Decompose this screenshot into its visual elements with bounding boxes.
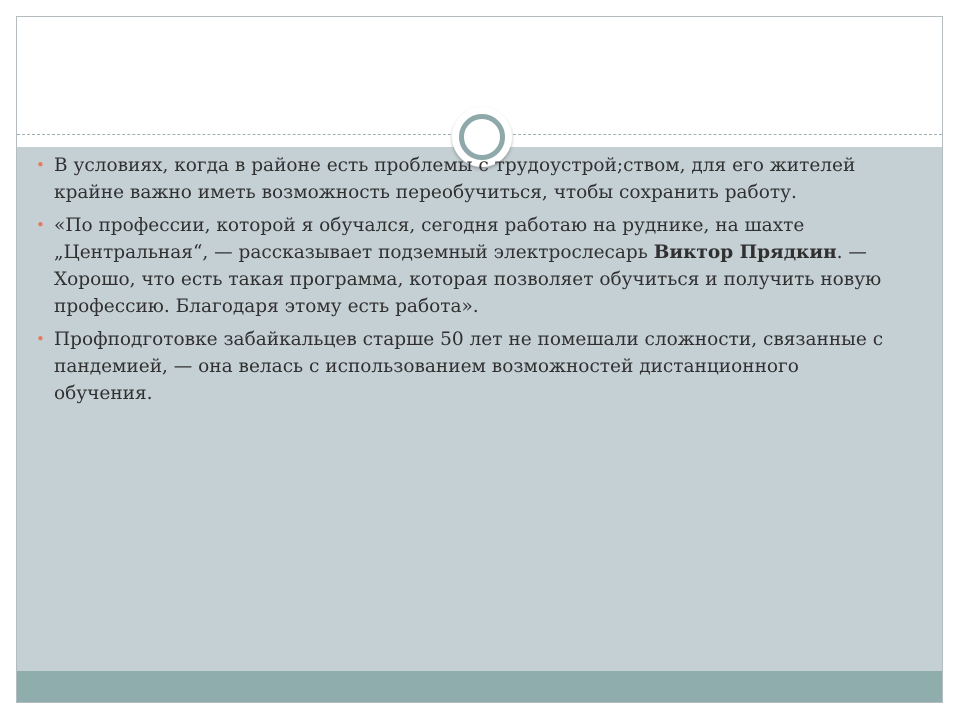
bullet-item-3 <box>36 326 896 407</box>
bullet-list <box>36 152 896 413</box>
bullet-dot-icon: • <box>36 156 45 174</box>
bullet-text: Профподготовке забайкальцев старше 50 лет не помешали сложности, связанные с пандемией, — она велась с использованием возможностей дистанционного обучения. <box>54 329 884 404</box>
bullet-text-before-name: «По профессии, которой я обучался, сегодня работаю на руднике, на шахте „Центральная“, — рассказывает подземный электрослесарь <box>54 215 805 263</box>
bullet-text-after-name: . — Хорошо, что есть такая программа, которая позволяет обучиться и получить новую профессию. Благодаря этому есть работа». <box>54 242 882 317</box>
footer-band <box>17 671 942 703</box>
person-name: Виктор Прядкин <box>653 242 837 263</box>
bullet-dot-icon: • <box>36 216 45 234</box>
bullet-item-1 <box>36 152 896 206</box>
bullet-item-2 <box>36 212 896 320</box>
bullet-dot-icon: • <box>36 330 45 348</box>
bullet-text: В условиях, когда в районе есть проблемы с трудоустрой;ством, для его жителей крайне важно иметь возможность переобучиться, чтобы сохранить работу. <box>54 155 856 203</box>
